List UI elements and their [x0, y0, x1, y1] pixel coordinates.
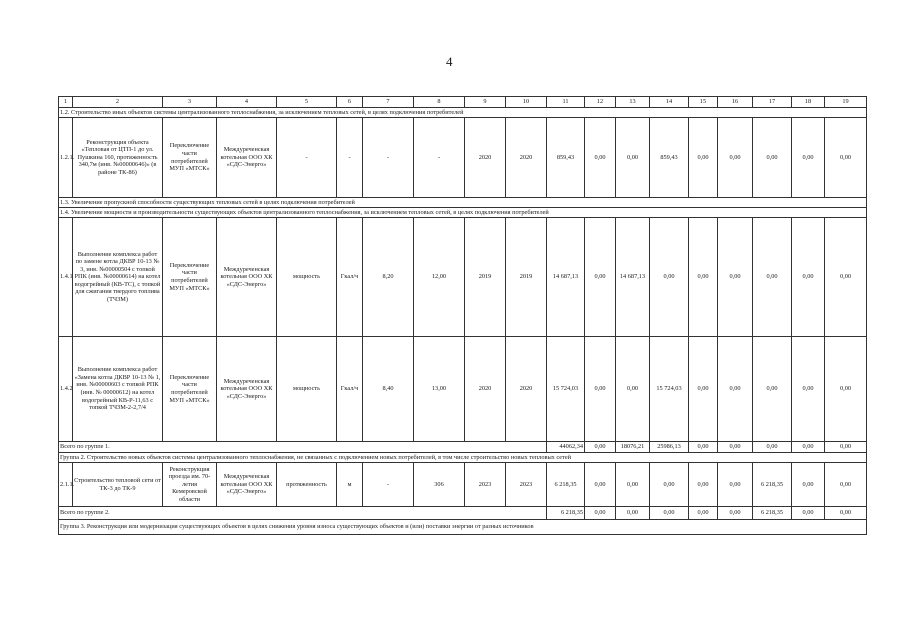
header-cell: 8: [414, 97, 465, 108]
table-cell: Междуреченская котельная ООО ХК «СДС-Энерго»: [217, 118, 277, 198]
table-cell: 2023: [465, 463, 506, 507]
table-cell: 0,00: [616, 337, 650, 442]
header-cell: 5: [277, 97, 337, 108]
table-cell: Выполнение комплекса работ «Замена котла ДКВР 10-13 № 1, инв. №00000603 с топкой РПК (инв. № 00000612) на котел водогрейный КВ-Р-11,63 с топкой ТЧЗМ-2-2,7/4: [73, 337, 163, 442]
table-cell: 0,00: [718, 218, 753, 337]
header-cell: 2: [73, 97, 163, 108]
table-cell: Выполнение комплекса работ по замене котла ДКВР 10-13 № 3, инв. №00000504 с топкой РПК (инв. №00000614) на котел водогрейный (КВ-ТС), с топкой для сжигания твердого топлива (ТЧЗМ): [73, 218, 163, 337]
table-cell: 15 724,03: [547, 337, 585, 442]
table-cell: 0,00: [585, 218, 616, 337]
total-cell: 0,00: [718, 442, 753, 453]
total-cell: 0,00: [792, 442, 825, 453]
total-cell: 0,00: [718, 507, 753, 520]
section-1-2-title: 1.2. Строительство иных объектов системы централизованного теплоснабжения, за исключением тепловых сетей, в целях подключения потребителей: [59, 108, 867, 118]
table-cell: Реконструкция проезда им. 70-летия Кемеровской области: [163, 463, 217, 507]
table-cell: 1.4.2: [59, 337, 73, 442]
table-cell: 0,00: [718, 337, 753, 442]
table-cell: Строительство тепловой сети от ТК-3 до ТК-9: [73, 463, 163, 507]
table-cell: 2019: [506, 218, 547, 337]
total-cell: 6 218,35: [753, 507, 792, 520]
table-cell: 0,00: [753, 118, 792, 198]
table-cell: 306: [414, 463, 465, 507]
table-cell: 6 218,35: [753, 463, 792, 507]
header-cell: 17: [753, 97, 792, 108]
table-cell: 0,00: [792, 337, 825, 442]
table-cell: Междуреченская котельная ООО ХК «СДС-Энерго»: [217, 463, 277, 507]
table-cell: -: [414, 118, 465, 198]
total-row-group-2: [59, 507, 867, 520]
table-row-1-4-2: [59, 337, 867, 442]
total-cell: 0,00: [650, 507, 689, 520]
total-cell: 0,00: [753, 442, 792, 453]
table-cell: 0,00: [616, 463, 650, 507]
total-cell: 0,00: [689, 507, 718, 520]
table-cell: 8,20: [363, 218, 414, 337]
table-cell: мощность: [277, 218, 337, 337]
total-cell: 44062,34: [547, 442, 585, 453]
header-row: [59, 97, 867, 108]
header-cell: 12: [585, 97, 616, 108]
table-cell: 2020: [506, 337, 547, 442]
page-number: 4: [446, 54, 453, 69]
group-row: [59, 520, 867, 535]
header-cell: 16: [718, 97, 753, 108]
table-row-2-1-1: [59, 463, 867, 507]
table-cell: 6 218,35: [547, 463, 585, 507]
group-3-title: Группа 3. Реконструкция или модернизация существующих объектов в целях снижения уровня износа существующих объектов и (или) поставки энергии от разных источников: [59, 520, 867, 535]
group-2-title: Группа 2. Строительство новых объектов системы централизованного теплоснабжения, не связанных с подключением новых потребителей, в том числе строительство новых тепловых сетей: [59, 453, 867, 463]
header-cell: 13: [616, 97, 650, 108]
table-cell: 0,00: [825, 337, 867, 442]
table-cell: Гкал/ч: [337, 337, 363, 442]
table-cell: 859,43: [650, 118, 689, 198]
table-cell: 2019: [465, 218, 506, 337]
table-cell: Гкал/ч: [337, 218, 363, 337]
header-cell: 14: [650, 97, 689, 108]
table-cell: Реконструкция объекта «Тепловая от ЦТП-1 до ул. Пушкина 160, протяженность 340,7м (инв. №00000646)» (в районе ТК-86): [73, 118, 163, 198]
total-cell: 0,00: [585, 442, 616, 453]
table-cell: 0,00: [689, 118, 718, 198]
table-cell: 0,00: [753, 337, 792, 442]
table-cell: 0,00: [650, 218, 689, 337]
table-cell: 13,00: [414, 337, 465, 442]
total-cell: 6 218,35: [547, 507, 585, 520]
table-cell: 14 687,13: [616, 218, 650, 337]
table-cell: Переключение части потребителей МУП «МТСК»: [163, 118, 217, 198]
table-cell: -: [363, 118, 414, 198]
total-cell: 25986,13: [650, 442, 689, 453]
table-cell: -: [277, 118, 337, 198]
table-cell: -: [337, 118, 363, 198]
section-1-4-title: 1.4. Увеличение мощности и производительности существующих объектов централизованного теплоснабжения, за исключением тепловых сетей, в целях подключения потребителей: [59, 208, 867, 218]
header-cell: 19: [825, 97, 867, 108]
header-cell: 4: [217, 97, 277, 108]
header-cell: 3: [163, 97, 217, 108]
table-cell: 0,00: [650, 463, 689, 507]
table-cell: 2020: [506, 118, 547, 198]
table-cell: 1.4.1: [59, 218, 73, 337]
table-cell: 0,00: [689, 218, 718, 337]
header-cell: 1: [59, 97, 73, 108]
header-cell: 10: [506, 97, 547, 108]
table-cell: 0,00: [792, 218, 825, 337]
table-cell: 1.2.1.: [59, 118, 73, 198]
header-cell: 9: [465, 97, 506, 108]
table-cell: 0,00: [825, 118, 867, 198]
section-row: [59, 208, 867, 218]
total-cell: 0,00: [585, 507, 616, 520]
table-cell: 859,43: [547, 118, 585, 198]
section-row: [59, 108, 867, 118]
table-cell: м: [337, 463, 363, 507]
table-cell: 0,00: [792, 463, 825, 507]
table-cell: Переключение части потребителей МУП «МТСК»: [163, 218, 217, 337]
table-row-1-2-1: [59, 118, 867, 198]
header-cell: 18: [792, 97, 825, 108]
total-label: Всего по группе 1.: [59, 442, 547, 453]
table-cell: 0,00: [753, 218, 792, 337]
table-cell: 0,00: [825, 218, 867, 337]
section-1-3-title: 1.3. Увеличение пропускной способности существующих тепловых сетей в целях подключения потребителей: [59, 198, 867, 208]
section-row: [59, 198, 867, 208]
table-cell: 2023: [506, 463, 547, 507]
table-cell: -: [363, 463, 414, 507]
table-cell: 8,40: [363, 337, 414, 442]
header-cell: 7: [363, 97, 414, 108]
table-cell: Междуреченская котельная ООО ХК «СДС-Энерго»: [217, 337, 277, 442]
table-cell: 0,00: [689, 463, 718, 507]
total-cell: 0,00: [616, 507, 650, 520]
table-cell: 0,00: [689, 337, 718, 442]
table-cell: Переключение части потребителей МУП «МТСК»: [163, 337, 217, 442]
table-cell: 15 724,03: [650, 337, 689, 442]
total-label: Всего по группе 2.: [59, 507, 547, 520]
table-cell: 0,00: [718, 118, 753, 198]
header-cell: 15: [689, 97, 718, 108]
table-cell: 0,00: [585, 118, 616, 198]
table-cell: протяженность: [277, 463, 337, 507]
table-cell: 0,00: [616, 118, 650, 198]
total-cell: 0,00: [825, 442, 867, 453]
table-cell: 2020: [465, 337, 506, 442]
total-cell: 18076,21: [616, 442, 650, 453]
table-cell: 0,00: [792, 118, 825, 198]
header-cell: 6: [337, 97, 363, 108]
table-row-1-4-1: [59, 218, 867, 337]
table-cell: Междуреченская котельная ООО ХК «СДС-Энерго»: [217, 218, 277, 337]
header-cell: 11: [547, 97, 585, 108]
table-cell: 14 687,13: [547, 218, 585, 337]
total-cell: 0,00: [792, 507, 825, 520]
table-cell: 0,00: [825, 463, 867, 507]
table-cell: 2020: [465, 118, 506, 198]
table-cell: 0,00: [585, 463, 616, 507]
investment-program-table: [58, 96, 867, 535]
group-row: [59, 453, 867, 463]
total-row-group-1: [59, 442, 867, 453]
total-cell: 0,00: [825, 507, 867, 520]
table-cell: мощность: [277, 337, 337, 442]
table-cell: 2.1.1.: [59, 463, 73, 507]
total-cell: 0,00: [689, 442, 718, 453]
table-cell: 0,00: [718, 463, 753, 507]
table-cell: 12,00: [414, 218, 465, 337]
table-cell: 0,00: [585, 337, 616, 442]
